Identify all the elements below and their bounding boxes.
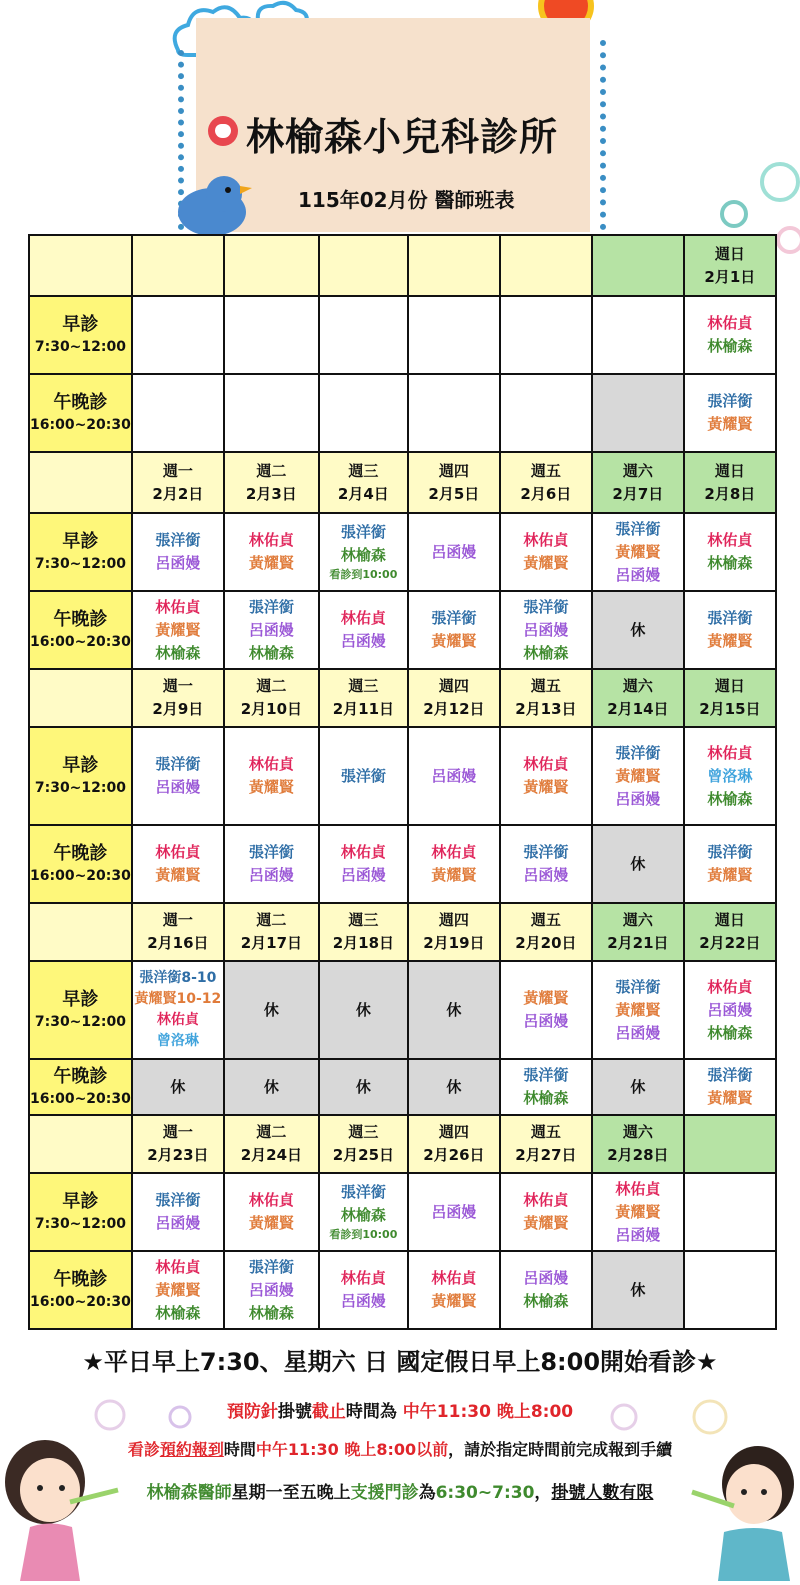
day-header-sunday: 週日 2月1日	[684, 235, 776, 296]
shift-cell: 張洋銜 呂函嫚 林榆森	[224, 1251, 319, 1329]
shift-cell: 張洋銜 黃耀賢 呂函嫚	[592, 727, 684, 825]
day-header: 週三 2月4日	[319, 452, 408, 513]
week-2-header-row	[29, 452, 776, 513]
day-header: 週一 2月16日	[132, 903, 224, 961]
closed-cell: 休	[592, 1251, 684, 1329]
shift-cell: 林佑貞 呂函嫚 林榆森	[684, 961, 776, 1059]
week-5-header-row	[29, 1115, 776, 1173]
slot-label-evening: 午晚診 16:00~20:30	[29, 1251, 132, 1329]
shift-note: 看診到10:00	[329, 1228, 398, 1241]
week-4-header-row	[29, 903, 776, 961]
day-header: 週四 2月26日	[408, 1115, 500, 1173]
shift-cell: 林佑貞 黃耀賢	[500, 513, 592, 591]
slot-label-morning: 早診 7:30~12:00	[29, 961, 132, 1059]
day-header: 週四 2月19日	[408, 903, 500, 961]
corner-cell	[29, 903, 132, 961]
dotted-border-right	[600, 40, 612, 230]
day-header	[500, 235, 592, 296]
hours-notice: ★平日早上7:30、星期六 日 國定假日早上8:00開始看診★	[82, 1348, 718, 1376]
day-header: 週二 2月10日	[224, 669, 319, 727]
shift-cell: 林佑貞 呂函嫚	[319, 825, 408, 903]
corner-cell	[29, 235, 132, 296]
girl-illustration	[0, 1432, 120, 1585]
bird-icon	[172, 170, 252, 240]
shift-cell: 呂函嫚	[408, 513, 500, 591]
day-header-sunday: 週日 2月22日	[684, 903, 776, 961]
shift-cell: 張洋銜8-10 黃耀賢10-12 林佑貞 曾洛琳	[132, 961, 224, 1059]
shift-cell: 林佑貞 黃耀賢	[500, 1173, 592, 1251]
boy-illustration	[690, 1432, 800, 1585]
shift-cell: 張洋銜 黃耀賢	[684, 825, 776, 903]
shift-cell: 林佑貞 黃耀賢 呂函嫚	[592, 1173, 684, 1251]
day-header: 週五 2月13日	[500, 669, 592, 727]
week-5-evening-row	[29, 1251, 776, 1329]
day-header: 週五 2月20日	[500, 903, 592, 961]
shift-cell: 張洋銜 呂函嫚	[132, 513, 224, 591]
shift-cell: 林佑貞 黃耀賢	[224, 727, 319, 825]
shift-cell: 黃耀賢 呂函嫚	[500, 961, 592, 1059]
week-4-morning-row	[29, 961, 776, 1059]
day-header: 週一 2月23日	[132, 1115, 224, 1173]
closed-cell	[592, 374, 684, 452]
shift-note: 看診到10:00	[329, 568, 398, 581]
shift-cell: 呂函嫚 林榆森	[500, 1251, 592, 1329]
shift-cell: 林佑貞 林榆森	[684, 513, 776, 591]
shift-cell: 張洋銜 黃耀賢	[408, 591, 500, 669]
day-header: 週二 2月3日	[224, 452, 319, 513]
day-header: 週五 2月27日	[500, 1115, 592, 1173]
corner-cell	[29, 1115, 132, 1173]
shift-cell: 林佑貞 黃耀賢	[132, 825, 224, 903]
shift-cell: 張洋銜 黃耀賢	[684, 374, 776, 452]
shift-cell: 張洋銜 黃耀賢	[684, 1059, 776, 1115]
day-header: 週一 2月2日	[132, 452, 224, 513]
week-2-evening-row	[29, 591, 776, 669]
clinic-title: 林榆森小兒科診所	[246, 115, 559, 159]
day-header-sunday	[684, 1115, 776, 1173]
week-4-evening-row	[29, 1059, 776, 1115]
shift-cell: 林佑貞 黃耀賢 林榆森	[132, 591, 224, 669]
day-header	[319, 235, 408, 296]
corner-cell	[29, 669, 132, 727]
week-1-morning-row	[29, 296, 776, 374]
day-header-sunday: 週日 2月15日	[684, 669, 776, 727]
shift-cell: 林佑貞 黃耀賢	[224, 1173, 319, 1251]
slot-label-evening: 午晚診 16:00~20:30	[29, 825, 132, 903]
shift-cell: 張洋銜 呂函嫚	[224, 825, 319, 903]
shift-cell: 張洋銜 呂函嫚	[132, 727, 224, 825]
closed-cell: 休	[408, 1059, 500, 1115]
closed-cell: 休	[132, 1059, 224, 1115]
week-1-evening-row	[29, 374, 776, 452]
slot-label-morning: 早診 7:30~12:00	[29, 513, 132, 591]
shift-cell: 張洋銜 林榆森 看診到10:00	[319, 513, 408, 591]
support-clinic-note: 林榆森醫師星期一至五晚上支援門診為6:30~7:30，掛號人數有限	[146, 1483, 654, 1503]
day-header-saturday: 週六 2月28日	[592, 1115, 684, 1173]
shift-cell: 張洋銜 呂函嫚 林榆森	[224, 591, 319, 669]
week-3-morning-row	[29, 727, 776, 825]
day-header-sunday: 週日 2月8日	[684, 452, 776, 513]
closed-cell: 休	[319, 961, 408, 1059]
shift-cell: 呂函嫚	[408, 1173, 500, 1251]
vaccine-registration-note: 預防針掛號截止時間為 中午11:30 晚上8:00	[226, 1402, 574, 1422]
closed-cell: 休	[224, 961, 319, 1059]
day-header: 週五 2月6日	[500, 452, 592, 513]
shift-cell: 張洋銜 呂函嫚	[132, 1173, 224, 1251]
week-1-header-row	[29, 235, 776, 296]
heart-icon	[208, 116, 238, 146]
closed-cell: 休	[592, 591, 684, 669]
schedule-table	[28, 234, 777, 1330]
day-header: 週二 2月17日	[224, 903, 319, 961]
week-3-header-row	[29, 669, 776, 727]
shift-cell: 林佑貞 黃耀賢	[408, 825, 500, 903]
shift-cell: 張洋銜 呂函嫚 林榆森	[500, 591, 592, 669]
shift-cell: 張洋銜 黃耀賢	[684, 591, 776, 669]
closed-cell: 休	[319, 1059, 408, 1115]
day-header: 週三 2月25日	[319, 1115, 408, 1173]
shift-cell: 張洋銜 林榆森	[500, 1059, 592, 1115]
schedule-subtitle: 115年02月份 醫師班表	[298, 188, 515, 212]
day-header: 週三 2月18日	[319, 903, 408, 961]
day-header-saturday: 週六 2月21日	[592, 903, 684, 961]
day-header	[224, 235, 319, 296]
shift-cell: 林佑貞 曾洛琳 林榆森	[684, 727, 776, 825]
closed-cell: 休	[592, 825, 684, 903]
day-header	[408, 235, 500, 296]
shift-cell: 林佑貞 黃耀賢	[224, 513, 319, 591]
day-header	[132, 235, 224, 296]
day-header: 週三 2月11日	[319, 669, 408, 727]
shift-cell: 張洋銜 呂函嫚	[500, 825, 592, 903]
week-2-morning-row	[29, 513, 776, 591]
shift-cell: 林佑貞 黃耀賢 林榆森	[132, 1251, 224, 1329]
day-header: 週一 2月9日	[132, 669, 224, 727]
shift-cell: 林佑貞 呂函嫚	[319, 591, 408, 669]
closed-cell: 休	[592, 1059, 684, 1115]
week-5-morning-row	[29, 1173, 776, 1251]
slot-label-evening: 午晚診 16:00~20:30	[29, 374, 132, 452]
shift-cell: 呂函嫚	[408, 727, 500, 825]
shift-cell: 林佑貞 林榆森	[684, 296, 776, 374]
shift-cell: 林佑貞 黃耀賢	[408, 1251, 500, 1329]
shift-cell: 林佑貞 呂函嫚	[319, 1251, 408, 1329]
shift-cell: 張洋銜	[319, 727, 408, 825]
shift-cell: 張洋銜 黃耀賢 呂函嫚	[592, 961, 684, 1059]
day-header-saturday	[592, 235, 684, 296]
day-header: 週二 2月24日	[224, 1115, 319, 1173]
slot-label-evening: 午晚診 16:00~20:30	[29, 591, 132, 669]
slot-label-morning: 早診 7:30~12:00	[29, 1173, 132, 1251]
slot-label-morning: 早診 7:30~12:00	[29, 296, 132, 374]
closed-cell: 休	[224, 1059, 319, 1115]
day-header: 週四 2月5日	[408, 452, 500, 513]
closed-cell: 休	[408, 961, 500, 1059]
slot-label-evening: 午晚診 16:00~20:30	[29, 1059, 132, 1115]
day-header-saturday: 週六 2月14日	[592, 669, 684, 727]
shift-cell: 林佑貞 黃耀賢	[500, 727, 592, 825]
shift-cell: 張洋銜 林榆森 看診到10:00	[319, 1173, 408, 1251]
day-header-saturday: 週六 2月7日	[592, 452, 684, 513]
corner-cell	[29, 452, 132, 513]
slot-label-morning: 早診 7:30~12:00	[29, 727, 132, 825]
check-in-note: 看診預約報到時間中午11:30 晚上8:00以前，請於指定時間前完成報到手續	[127, 1440, 673, 1459]
shift-cell: 張洋銜 黃耀賢 呂函嫚	[592, 513, 684, 591]
day-header: 週四 2月12日	[408, 669, 500, 727]
week-3-evening-row	[29, 825, 776, 903]
